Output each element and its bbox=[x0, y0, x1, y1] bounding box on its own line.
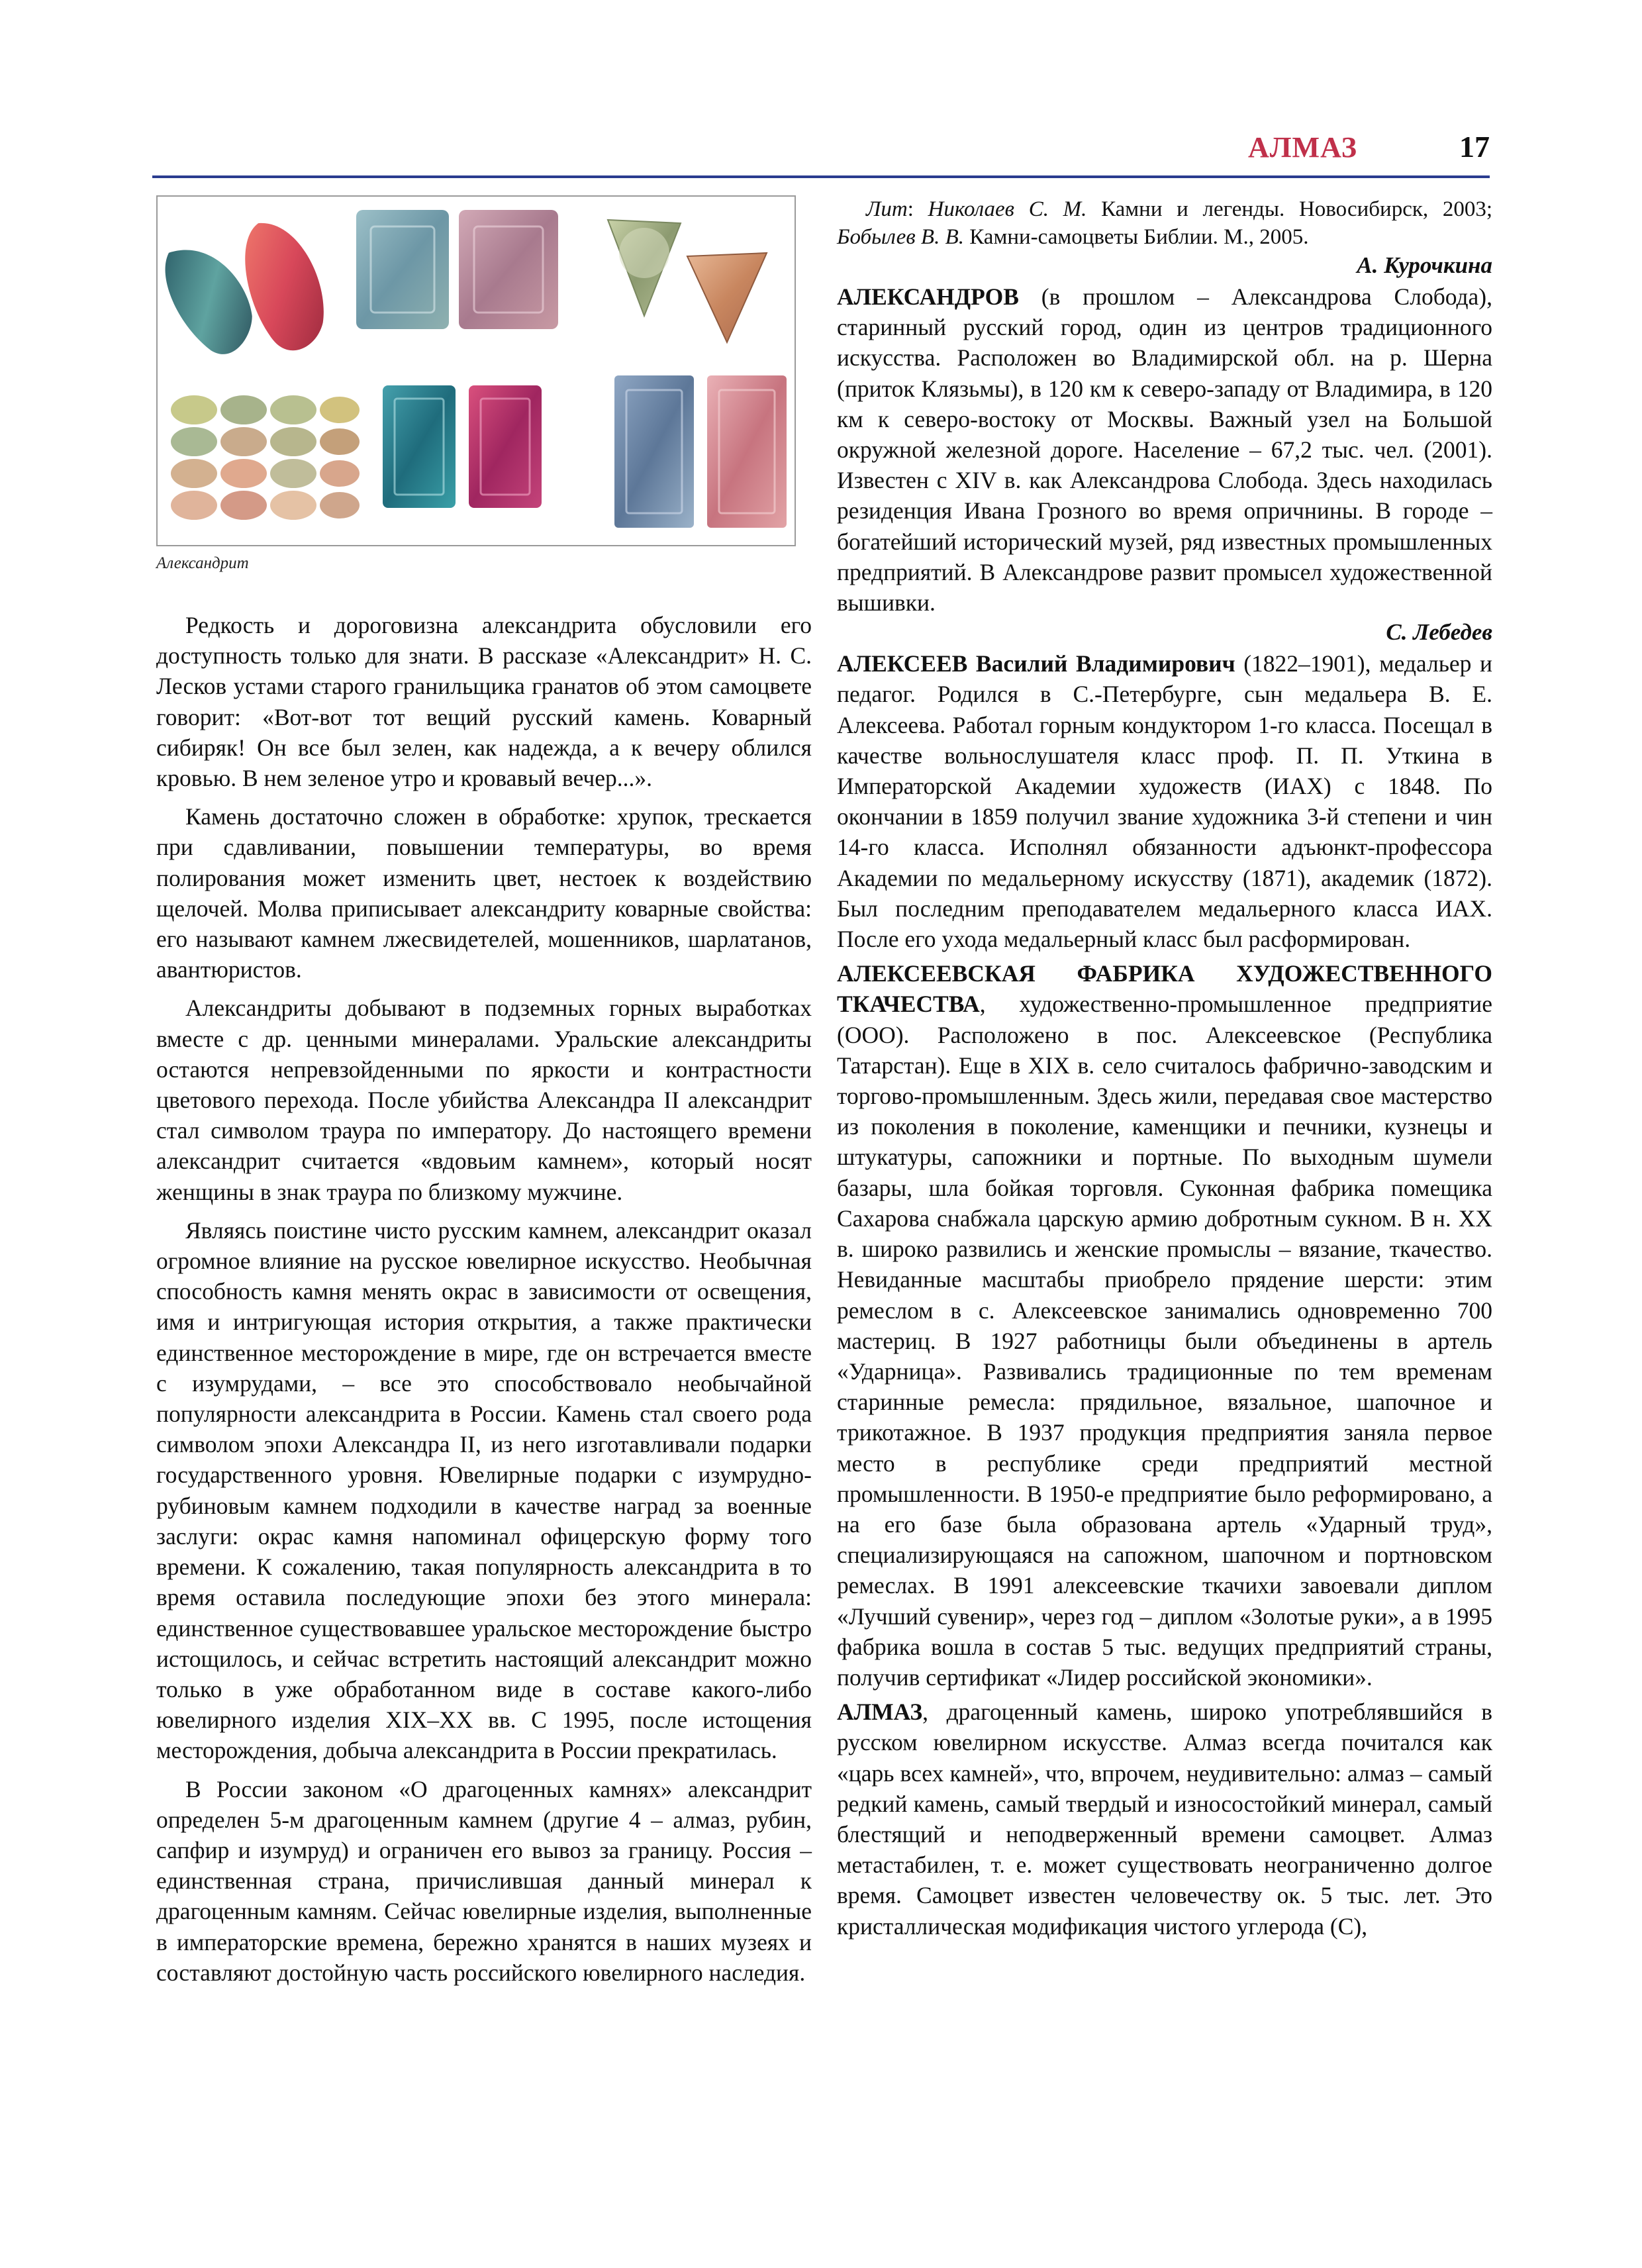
literature-author: Николаев С. М. bbox=[928, 197, 1087, 221]
entry-headword: АЛЕКСАНДРОВ bbox=[837, 283, 1019, 310]
literature-author: Бобылев В. В. bbox=[837, 225, 964, 249]
entry-text: , художественно-промышленное предприятие (ООО). Расположено в пос. Алексеевское (Республика Татарстан). Еще в XIX в. село считалось фабрично-заводским и торгово-промышленным. Здесь жили, передавая свое мастерство из поколения в поколение, каменщики и печники, кузнецы и штукатуры, сапожники и портные. По выходным шумели базары, шла бойкая торговля. Суконная фабрика помещика Сахарова снабжала царскую армию добротным сукном. В н. XX в. широко развились и женские промыслы – вязание, ткачество. Невиданные масштабы приобрело прядение шерсти: этим ремеслом в с. Алексеевское занимались одновременно 700 мастериц. В 1927 работницы были объединены в артель «Ударница». Развивались традиционные по тем временам старинные ремесла: прядильное, вязальное, шапочное и трикотажное. В 1937 продукция предприятия заняла первое место в республике среди предприятий местной промышленности. В 1950-е предприятие было реформировано, а на его базе была образована артель «Ударный труд», специализирующаяся на сапожном, шапочном и портновском ремеслах. В 1991 алексеевские ткачихи завоевали диплом «Лучший сувенир», через год – диплом «Золотые руки», а в 1995 фабрика вошла в состав 5 тыс. ведущих предприятий страны, получив сертификат «Лидер российской экономики». bbox=[837, 991, 1492, 1691]
entry-headword: АЛЕКСЕЕВ Василий Владимирович bbox=[837, 650, 1235, 677]
entry-headword: АЛМАЗ bbox=[837, 1699, 923, 1726]
entry-text: (1822–1901), медальер и педагог. Родился в С.-Петербурге, сын медальера В. Е. Алексеева. Работал горным кондуктором 1-го класса. Посещал в качестве вольнослушателя класс проф. П. П. Уткина в Императорской Академии художеств (ИАХ) с 1848. По окончании в 1859 получил звание художника 3-й степени и чин 14-го класса. Исполнял обязанности адъюнкт-профессора Академии по медальерному искусству (1871), академик (1872). Был последним преподавателем медальерного класса ИАХ. После его ухода медальерный класс был расформирован. bbox=[837, 650, 1493, 953]
gemstone-illustration bbox=[158, 197, 795, 545]
literature-reference: Лит: Николаев С. М. Камни и легенды. Новосибирск, 2003; Бобылев В. В. Камни-самоцветы Библии. М., 2005. bbox=[837, 197, 1492, 249]
entry-alekseev bbox=[837, 648, 1492, 954]
page-header bbox=[152, 123, 1490, 178]
paragraph: Редкость и дороговизна александрита обусловили его доступность только для знати. В рассказе «Александрит» Н. С. Лесков устами старого гранильщика гранатов об этом самоцвете говорит: «Вот-вот тот вещий русский камень. Коварный сибиряк! Он все был зелен, как надежда, а к вечеру облился кровью. В нем зеленое утро и кровавый вечер...». bbox=[156, 612, 812, 792]
literature-title: Камни и легенды. Новосибирск, 2003; bbox=[1101, 197, 1492, 221]
entry-aleksandrov bbox=[837, 281, 1492, 618]
entry-headword: АЛЕКСЕЕВСКАЯ ФАБРИКА ХУДОЖЕСТВЕННОГО ТКАЧЕСТВА bbox=[837, 960, 1492, 1018]
gemstone-photo bbox=[156, 195, 796, 546]
figure-caption: Александрит bbox=[156, 554, 249, 572]
running-head: АЛМАЗ bbox=[1248, 131, 1357, 164]
paragraph: В России законом «О драгоценных камнях» александрит определен 5-м драгоценным камнем (другие 4 – алмаз, рубин, сапфир и изумруд) и ограничен его вывоз за границу. Россия – единственная страна, причислившая данный минерал к драгоценным камням. Сейчас ювелирные изделия, выполненные в императорские времена, бережно хранятся в наших музеях и составляют достойную часть российского ювелирного наследия. bbox=[156, 1775, 812, 1986]
left-column bbox=[156, 195, 812, 1988]
entry-alekseevskaya-fabrika bbox=[837, 958, 1492, 1693]
article-author: С. Лебедев bbox=[1386, 619, 1492, 646]
right-column bbox=[837, 195, 1492, 1942]
paragraph: Александриты добывают в подземных горных выработках вместе с др. ценными минералами. Уральские александриты остаются непревзойденными по яркости и контрастности цветового перехода. После убийства Александра II александрит стал символом траура по императору. До настоящего времени александрит считается «вдовьим камнем», который носят женщины в знак траура по близкому мужчине. bbox=[156, 995, 812, 1205]
paragraph: Являясь поистине чисто русским камнем, александрит оказал огромное влияние на русское ювелирное искусство. Необычная способность камня менять окрас в зависимости от освещения, имя и интригующая история открытия, а также практически единственное месторождение в мире, где он встречается вместе с изумрудами, – все это способствовало необычайной популярности александрита в России. Камень стал своего рода символом эпохи Александра II, из него изготавливали подарки государственного уровня. Ювелирные подарки с изумрудно-рубиновым камнем подходили в качестве наград за военные заслуги: окрас камня напоминал офицерскую форму того времени. К сожалению, такая популярность александрита в то время оставила последующие эпохи без этого минерала: единственное существовавшее уральское месторождение быстро истощилось, и сейчас встретить настоящий александрит можно только в уже обработанном виде в составе какого-либо ювелирного изделия XIX–XX вв. С 1995, после истощения месторождения, добыча александрита в России прекратилась. bbox=[156, 1216, 812, 1764]
entry-text: , драгоценный камень, широко употреблявшийся в русском ювелирном искусстве. Алмаз всегда почитался как «царь всех камней», что, впрочем, неудивительно: алмаз – самый редкий камень, самый твердый и износостойкий минерал, самый блестящий и неподверженный времени самоцвет. Алмаз метастабилен, т. е. может существовать неограниченно долгое время. Самоцвет известен человечеству ок. 5 тыс. лет. Это кристаллическая модификация чистого углерода (С), bbox=[837, 1699, 1492, 1940]
entry-text: (в прошлом – Александрова Слобода), старинный русский город, один из центров традиционного искусства. Расположен во Владимирской обл. на р. Шерна (приток Клязьмы), в 120 км к северо-западу от Владимира, в 120 км к северо-востоку от Москвы. Важный узел на Большой окружной железной дороге. Население – 67,2 тыс. чел. (2001). Известен с XIV в. как Александрова Слобода. Здесь находилась резиденция Ивана Грозного во время опричнины. В городе – богатейший исторический музей, ряд известных промышленных предприятий. В Александрове развит промысел художественной вышивки. bbox=[837, 283, 1493, 616]
literature-label: Лит bbox=[866, 197, 908, 221]
literature-title: Камни-самоцветы Библии. М., 2005. bbox=[969, 225, 1309, 249]
page-number: 17 bbox=[1459, 130, 1490, 164]
paragraph: Камень достаточно сложен в обработке: хрупок, трескается при сдавливании, повышении температуры, во время полирования может изменить цвет, нестоек к воздействию щелочей. Молва приписывает александриту коварные свойства: его называют камнем лжесвидетелей, мошенников, шарлатанов, авантюристов. bbox=[156, 803, 812, 983]
entry-almaz bbox=[837, 1697, 1492, 1942]
article-author: А. Курочкина bbox=[1357, 252, 1492, 278]
